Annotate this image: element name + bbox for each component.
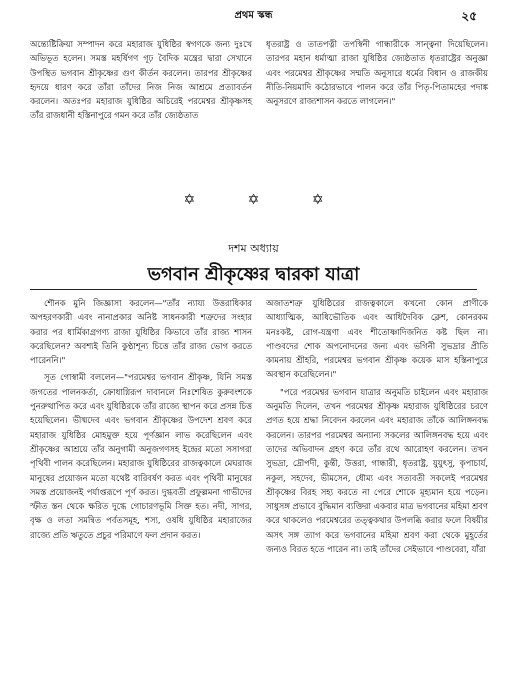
paragraph-departure: "পরে পরমেশ্বর ভগবান যাত্রার অনুমতি চাইলেন এবং মহারাজ অনুমতি দিলেন, তখন পরমেশ্বর শ্রীকৃষ্ণ মহারাজ যুধিষ্ঠিরের চরণে প্রণত হয়ে শ্রদ্ধা নিবেদন করলেন এবং মহারাজ তাঁকে আলিঙ্গনবদ্ধ করলেন। তারপর পরমেশ্বর অন্যান্য সকলের আলিঙ্গনবদ্ধ হয়ে এবং তাদের অভিবাদন গ্রহণ করে তাঁর রথে আরোহণ করলেন। তখন সুভদ্রা, দ্রৌপদী, কুন্তী, উত্তরা, গান্ধারী, ধৃতরাষ্ট্র, যুযুৎসু, কৃপাচার্য, নকুল, সহদেব, ভীমসেন, ধৌম্য এবং সত্যবতী সকলেই পরমেশ্বর শ্রীকৃষ্ণের বিরহ সহ্য করতে না পেরে শোকে মূহ্যমান হয়ে পড়েন। সাধুসঙ্গ প্রভাবে বুদ্ধিমান ব্যক্তিরা একবার মাত্র ভগবানের মহিমা শ্রবণ করে থাকলেও পরমেশ্বরের তত্ত্বকথার উপলব্ধি করার ফলে বিষয়ীর অসৎ সঙ্গ ত্যাগ করে ভগবানের মহিমা শ্রবণ করা থেকে মুহূর্তের জন্যও বিরত হতে পারেন না। তাই তাঁদের সেইভাবে পাণ্ডবেরা, যাঁরা <box>266 386 488 555</box>
page-number: ২৫ <box>461 9 477 23</box>
top-right-paragraph: ধৃতরাষ্ট্র ও তাতপত্নী তপস্বিনী গান্ধারীকে সান্ত্বনা দিয়েছিলেন। তারপর মহান ধর্মাত্মা রাজা যুধিষ্ঠির জ্যেষ্ঠতাত ধৃতরাষ্ট্রের অনুজ্ঞা এবং পরমেশ্বর শ্রীকৃষ্ণের সম্মতি অনুসারে ধর্মের বিধান ও রাজকীয় নীতি-নিয়মাদি কঠোরভাবে পালন করে তাঁর পিতৃ-পিতামহের পদাঙ্ক অনুসরণে রাজ্যশাসন করতে লাগলেন।" <box>266 39 488 107</box>
running-title: প্রথম স্কন্ধ <box>234 10 273 21</box>
paragraph-suta: সূত গোস্বামী বললেন—"পরমেশ্বর ভগবান শ্রীকৃষ্ণ, যিনি সমস্ত জগতের পালনকর্তা, ক্রোধাগ্নিরূপ দাবানলে নিঃশেষিত কুরুবংশকে পুনরুত্থাপিত করে এবং যুধিষ্ঠিরকে তাঁর রাজ্যে স্থাপন করে প্রসন্ন চিত্ত হয়েছিলেন। ভীষ্মদেব এবং ভগবান শ্রীকৃষ্ণের উপদেশ শ্রবণ করে মহারাজ যুধিষ্ঠির মোহমুক্ত হয়ে পূর্ণজ্ঞান লাভ করেছিলেন এবং শ্রীকৃষ্ণের আশ্রয়ে তাঁর অনুগামী অনুজগণসহ ইন্দ্রের মতো সসাগরা পৃথিবী পালন করেছিলেন। মহারাজ যুধিষ্ঠিরের রাজত্বকালে মেঘরাজ মানুষের প্রয়োজন মতো যথেষ্ট বারিবর্ষণ করত এবং পৃথিবী মানুষের সমস্ত প্রয়োজনই পর্যাপ্তরূপে পূর্ণ করত। দুগ্ধবতী প্রফুল্লমনা গাভীদের স্ফীত স্তন থেকে ক্ষরিত দুগ্ধে গোচারণভূমি সিক্ত হত। নদী, সাগর, বৃক্ষ ও লতা সমন্বিত পর্বতসমূহ, শস্য, ওষধি যুধিষ্ঠির মহারাজের রাজ্যে প্রতি ঋতুতে প্রচুর পরিমাণে ফল প্রদান করত। <box>30 372 252 540</box>
bottom-left-column <box>30 296 252 542</box>
paragraph-ajatashatru: অজাতশত্রু যুধিষ্ঠিরের রাজত্বকালে কখনো কোন প্রাণীকে আধ্যাত্মিক, আধিভৌতিক এবং আধিদৈবিক ক্লেশ, কোনরকম মনঃকষ্ট, রোগ-যন্ত্রণা এবং শীতোষ্ণাদিজনিত কষ্ট ছিল না। পাণ্ডবদের শোক অপনোদনের জন্য এবং ভগিনী সুভদ্রার প্রীতি কামনায় শ্রীহরি, পরমেশ্বর ভগবান শ্রীকৃষ্ণ কয়েক মাস হস্তিনাপুরে অবস্থান করেছিলেন।" <box>266 298 488 380</box>
star-icon: ✡ <box>311 192 324 208</box>
star-icon: ✡ <box>247 192 260 208</box>
chapter-title: ভগবান শ্রীকৃষ্ণের দ্বারকা যাত্রা <box>147 264 360 285</box>
top-left-column <box>30 37 252 123</box>
top-left-paragraph: অন্ত্যেষ্টিক্রিয়া সম্পাদন করে মহারাজ যুধিষ্ঠির স্বগণকে জন্য দুঃখে অভিভূত হলেন। সমস্ত মহর্ষিগণ গূঢ় বৈদিক মন্ত্রের দ্বারা সেখানে উপস্থিত ভগবান শ্রীকৃষ্ণের গুণ কীর্তন করলেন। তারপর শ্রীকৃষ্ণের হৃদয়ে ধারণ করে তাঁরা তাঁদের নিজ নিজ আশ্রমে প্রত্যাবর্তন করলেন। অতঃপর মহারাজ যুধিষ্ঠির অচিরেই পরমেশ্বর শ্রীকৃষ্ণসহ তাঁর রাজধানী হস্তিনাপুরে গমন করে তাঁর জ্যেষ্ঠতাত <box>30 39 252 121</box>
top-right-column <box>266 37 488 108</box>
page-header <box>0 8 507 26</box>
star-icon: ✡ <box>183 192 196 208</box>
title-divider <box>30 289 477 290</box>
section-divider <box>0 192 507 208</box>
paragraph-shaunaka: শৌনক মুনি জিজ্ঞাসা করলেন—"তাঁর ন্যায্য উত্তরাধিকার অপহরণকারী এবং নানাপ্রকার অনিষ্ট সাধনকারী শত্রুদের সংহার করার পর ধার্মিকাগ্রগণ্য রাজা যুধিষ্ঠির কিভাবে তাঁর রাজ্য শাসন করেছিলেন? অবশ্যই তিনি কুণ্ঠাশূন্য চিত্তে তাঁর রাজ্য ভোগ করতে পারেননি।" <box>30 298 252 366</box>
chapter-label: দশম অধ্যায় <box>228 242 279 255</box>
bottom-right-column <box>266 296 488 556</box>
